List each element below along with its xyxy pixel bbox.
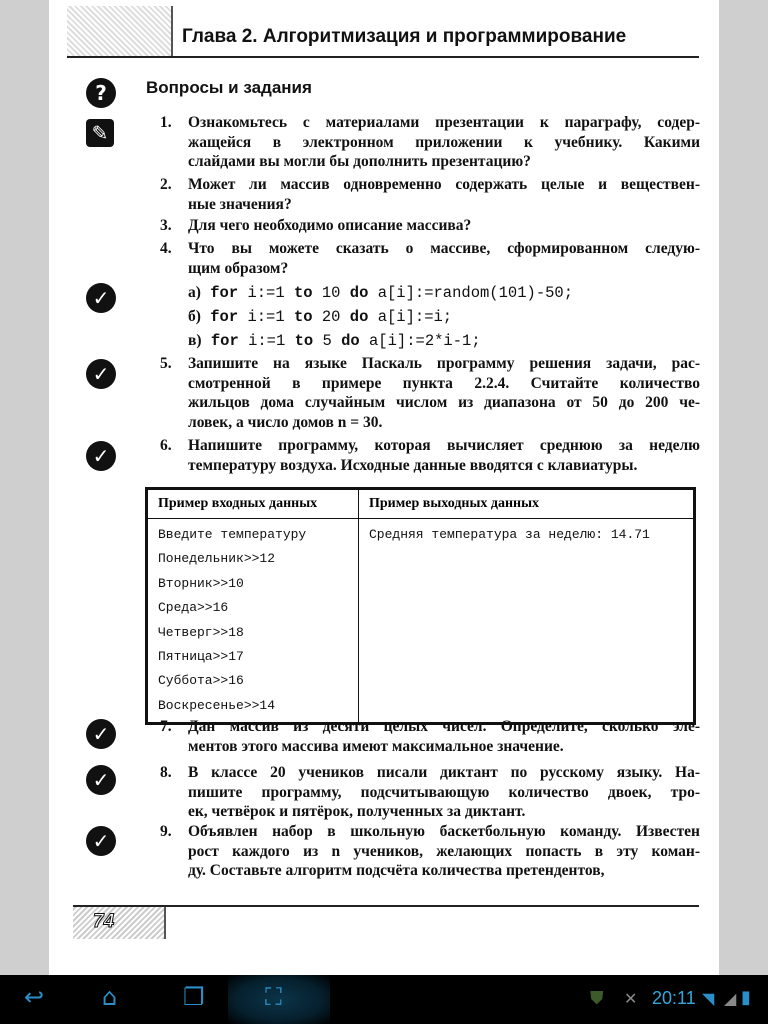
question-text-line: щим образом? xyxy=(188,259,289,277)
question-text-line: ментов этого массива имеют максимальное значение. xyxy=(188,737,564,755)
clock: 20:11 xyxy=(652,988,696,1008)
input-line: Среда>>16 xyxy=(158,600,229,616)
question-text-line: Что вы можете сказать о массиве, сформированном следую- xyxy=(188,240,700,257)
header-divider xyxy=(67,56,699,58)
check-icon: ✓ xyxy=(86,359,116,389)
check-icon: ✓ xyxy=(86,441,116,471)
input-line: Пятница>>17 xyxy=(158,649,244,665)
signal-icon: ◢ xyxy=(724,989,737,1008)
question-text-line: Дан массив из десяти целых чисел. Определите, сколько эле- xyxy=(188,718,700,735)
question-text-line: рост каждого из n учеников, желающих попасть в эту коман- xyxy=(188,842,700,860)
question-item xyxy=(160,239,700,278)
question-text-line: Напишите программу, которая вычисляет среднюю за неделю xyxy=(188,437,700,454)
section-title: Вопросы и задания xyxy=(146,78,312,97)
screenshot-icon[interactable]: ⛶ xyxy=(265,983,282,1011)
question-text-line: ду. Составьте алгоритм подсчёта количества претендентов, xyxy=(188,862,605,879)
question-item xyxy=(160,354,700,432)
question-text-line: ные значения? xyxy=(188,195,292,213)
question-text-line: Может ли массив одновременно содержать целые и веществен- xyxy=(188,176,700,193)
check-icon: ✓ xyxy=(86,283,116,313)
wifi-icon: ◥ xyxy=(702,989,715,1008)
page-number: 74 xyxy=(93,911,115,932)
input-line: Вторник>>10 xyxy=(158,575,244,591)
question-text-line: Ознакомьтесь с материалами презентации к параграфу, содер- xyxy=(188,114,700,131)
question-item xyxy=(160,763,700,822)
question-text-line: В классе 20 учеников писали диктант по русскому языку. На- xyxy=(188,764,700,781)
question-text-line: температуру воздуха. Исходные данные вводятся с клавиатуры. xyxy=(188,456,638,474)
question-number: 6. xyxy=(160,437,172,454)
code-line-b: б) for i:=1 to 20 do a[i]:=i; xyxy=(188,308,453,326)
input-line: Четверг>>18 xyxy=(158,624,244,640)
input-example-cell xyxy=(147,519,359,724)
notes-icon: ✎ xyxy=(86,119,114,147)
output-example-cell: Средняя температура за неделю: 14.71 xyxy=(359,519,695,724)
question-item xyxy=(160,436,700,475)
check-icon: ✓ xyxy=(86,765,116,795)
chapter-title: Глава 2. Алгоритмизация и программирование xyxy=(182,26,627,47)
code-line-c: в) for i:=1 to 5 do a[i]:=2*i-1; xyxy=(188,332,481,350)
question-text-line: ек, четвёрок и пятёрок, полученных за диктант. xyxy=(188,803,526,820)
question-number: 4. xyxy=(160,240,172,257)
check-icon: ✓ xyxy=(86,719,116,749)
home-icon[interactable]: ⌂ xyxy=(102,983,118,1011)
mute-icon: ✕ xyxy=(624,989,638,1008)
question-number: 2. xyxy=(160,176,172,193)
table-header-output: Пример выходных данных xyxy=(359,489,695,519)
recent-apps-icon[interactable]: ❐ xyxy=(183,983,205,1011)
battery-icon: ▮ xyxy=(741,987,751,1008)
back-icon[interactable]: ↩ xyxy=(24,983,45,1011)
input-line: Воскресенье>>14 xyxy=(158,697,276,713)
io-example-table xyxy=(145,487,696,725)
question-text-line: ловек, а число домов n = 30. xyxy=(188,413,383,431)
input-line: Понедельник>>12 xyxy=(158,551,276,567)
question-number: 9. xyxy=(160,823,172,840)
question-icon: ? xyxy=(86,78,116,108)
check-icon: ✓ xyxy=(86,826,116,856)
question-item xyxy=(160,113,700,172)
question-number: 8. xyxy=(160,764,172,781)
question-text-line: Для чего необходимо описание массива? xyxy=(188,217,472,234)
system-nav-bar xyxy=(0,975,768,1024)
question-item xyxy=(160,822,700,881)
page-number-box xyxy=(73,907,166,939)
question-text-line: Запишите на языке Паскаль программу решения задачи, рас- xyxy=(188,355,700,372)
question-number: 3. xyxy=(160,217,172,234)
input-line: Введите температуру xyxy=(158,527,307,542)
question-text-line: пишите программу, подсчитывающую количество двоек, тро- xyxy=(188,783,700,801)
question-number: 7. xyxy=(160,718,172,735)
question-item xyxy=(160,175,700,214)
table-header-input: Пример входных данных xyxy=(147,489,359,519)
code-line-a: а) for i:=1 to 10 do a[i]:=random(101)-50; xyxy=(188,284,574,302)
question-item xyxy=(160,216,700,236)
question-text-line: жильцов дома случайным числом из диапазона от 50 до 200 че- xyxy=(188,394,700,411)
shield-icon: ⛊ xyxy=(590,988,604,1009)
question-text-line: жащейся в электронном приложении к учебнику. Какими xyxy=(188,133,700,151)
question-text-line: Объявлен набор в школьную баскетбольную команду. Известен xyxy=(188,823,700,840)
footer-divider xyxy=(73,905,699,907)
header-decoration xyxy=(67,6,173,56)
input-line: Суббота>>16 xyxy=(158,673,244,689)
question-text-line: смотренной в примере пункта 2.2.4. Считайте количество xyxy=(188,374,700,392)
question-number: 5. xyxy=(160,355,172,372)
question-number: 1. xyxy=(160,114,172,131)
question-text-line: слайдами вы могли бы дополнить презентацию? xyxy=(188,153,531,170)
